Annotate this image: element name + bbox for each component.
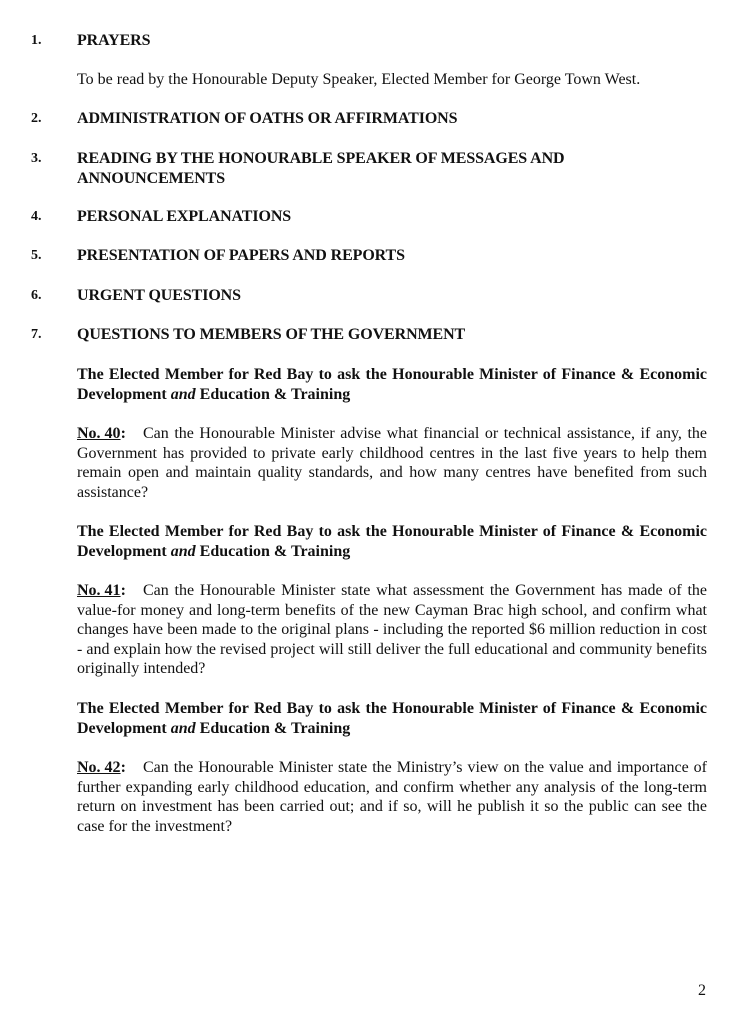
question-text: Can the Honourable Minister advise what financial or technical assistance, if any, the Government has provided to private early childhood centres in the last five years to help them remain open and maintain quality standards, and how many centres have benefited from such assistance? bbox=[77, 425, 707, 501]
agenda-item-number: 2. bbox=[31, 111, 42, 126]
question-number: No. 41 bbox=[77, 582, 121, 599]
question-text: Can the Honourable Minister state what assessment the Government has made of the value-for money and long-term benefits of the new Cayman Brac high school, and confirm what changes have been made to the original plans - including the reported $6 million reduction in cost - and explain how the revised project will still deliver the full educational and community benefits originally intended? bbox=[77, 582, 707, 678]
question-number-label bbox=[77, 581, 143, 601]
asker-italic: and bbox=[170, 542, 196, 560]
agenda-item-title: PERSONAL EXPLANATIONS bbox=[77, 208, 292, 225]
agenda-item-number: 7. bbox=[31, 327, 42, 342]
asker-suffix: Education & Training bbox=[199, 542, 351, 560]
agenda-item-title: QUESTIONS TO MEMBERS OF THE GOVERNMENT bbox=[77, 326, 466, 343]
agenda-item-title: ADMINISTRATION OF OATHS OR AFFIRMATIONS bbox=[77, 110, 458, 127]
page-number: 2 bbox=[698, 982, 706, 999]
agenda-item-number: 1. bbox=[31, 33, 42, 48]
asker-suffix: Education & Training bbox=[199, 719, 351, 737]
question-number: No. 40 bbox=[77, 425, 121, 442]
agenda-item-number: 6. bbox=[31, 288, 42, 303]
question-40 bbox=[77, 424, 707, 502]
question-asker bbox=[77, 699, 707, 738]
agenda-item-number: 3. bbox=[31, 151, 42, 166]
asker-prefix: The Elected Member for Red Bay to ask the Honourable Minister of Finance & Economic Development bbox=[77, 700, 707, 737]
question-number-colon: : bbox=[120, 425, 126, 442]
agenda-item-number: 4. bbox=[31, 209, 42, 224]
question-number-label bbox=[77, 424, 143, 444]
asker-prefix: The Elected Member for Red Bay to ask the Honourable Minister of Finance & Economic Development bbox=[77, 523, 707, 560]
question-asker bbox=[77, 365, 707, 404]
question-text: Can the Honourable Minister state the Ministry’s view on the value and importance of further expanding early childhood education, and confirm whether any analysis of the long-term return on investment has been carried out; and if so, will he publish it so the public can see the case for the investment? bbox=[77, 759, 707, 835]
question-number-colon: : bbox=[120, 759, 126, 776]
question-asker bbox=[77, 522, 707, 561]
prayers-note: To be read by the Honourable Deputy Speaker, Elected Member for George Town West. bbox=[77, 71, 641, 88]
asker-suffix: Education & Training bbox=[199, 385, 351, 403]
question-number-colon: : bbox=[120, 582, 126, 599]
asker-italic: and bbox=[170, 719, 196, 737]
agenda-item-title: PRAYERS bbox=[77, 32, 151, 49]
agenda-item-title: URGENT QUESTIONS bbox=[77, 287, 241, 304]
agenda-item-title: PRESENTATION OF PAPERS AND REPORTS bbox=[77, 247, 405, 264]
agenda-item-title: READING BY THE HONOURABLE SPEAKER OF MESSAGES AND ANNOUNCEMENTS bbox=[77, 150, 565, 187]
question-number-label bbox=[77, 758, 143, 778]
agenda-item-number: 5. bbox=[31, 248, 42, 263]
question-number: No. 42 bbox=[77, 759, 121, 776]
asker-prefix: The Elected Member for Red Bay to ask the Honourable Minister of Finance & Economic Development bbox=[77, 366, 707, 403]
question-42 bbox=[77, 758, 707, 836]
question-41 bbox=[77, 581, 707, 679]
asker-italic: and bbox=[170, 385, 196, 403]
